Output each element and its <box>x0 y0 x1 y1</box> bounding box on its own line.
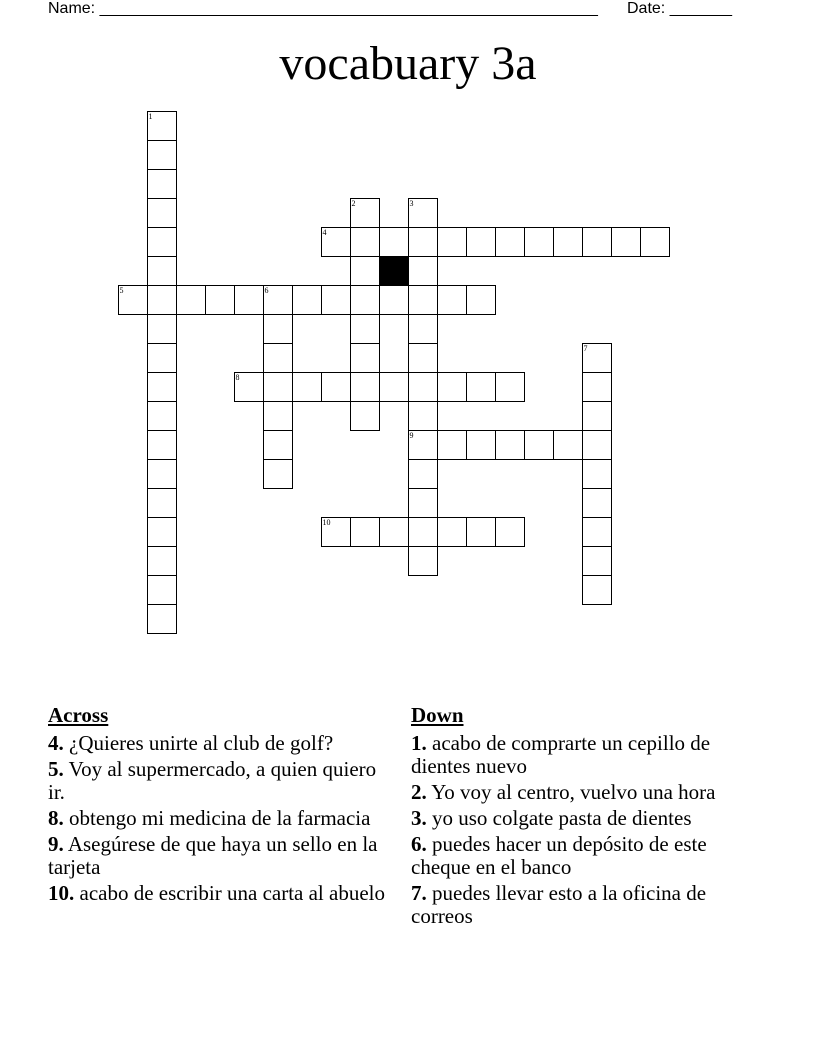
grid-cell[interactable] <box>321 285 351 315</box>
grid-cell[interactable] <box>263 459 293 489</box>
grid-cell[interactable] <box>263 430 293 460</box>
grid-cell[interactable] <box>350 517 380 547</box>
grid-cell[interactable] <box>147 401 177 431</box>
grid-cell[interactable] <box>408 285 438 315</box>
grid-cell[interactable] <box>147 604 177 634</box>
grid-cell[interactable] <box>263 314 293 344</box>
grid-cell[interactable] <box>582 372 612 402</box>
date-field-label: Date: _______ <box>627 0 732 17</box>
grid-cell[interactable] <box>292 285 322 315</box>
grid-cell[interactable] <box>292 372 322 402</box>
grid-cell[interactable] <box>408 517 438 547</box>
clue-down-2: 2. Yo voy al centro, vuelvo una hora <box>411 780 716 804</box>
grid-cell[interactable] <box>379 517 409 547</box>
grid-cell[interactable] <box>147 372 177 402</box>
clue-number: 8 <box>235 372 240 382</box>
grid-cell[interactable] <box>553 430 583 460</box>
grid-cell[interactable] <box>408 401 438 431</box>
page-title: vocabuary 3a <box>279 37 537 90</box>
grid-cell[interactable] <box>234 285 264 315</box>
grid-cell[interactable] <box>321 372 351 402</box>
blocked-cell <box>379 256 409 286</box>
clue-down-1: 1. acabo de comprarte un cepillo de dientes nuevo <box>411 731 711 778</box>
grid-cell[interactable] <box>379 372 409 402</box>
grid-cell[interactable] <box>640 227 670 257</box>
grid-cell[interactable] <box>408 488 438 518</box>
clue-number: 10 <box>322 517 331 527</box>
grid-cell[interactable] <box>350 198 380 228</box>
clue-number: 5 <box>119 285 124 295</box>
grid-cell[interactable] <box>495 430 525 460</box>
grid-cell[interactable] <box>234 372 264 402</box>
grid-cell[interactable] <box>495 372 525 402</box>
grid-cell[interactable] <box>437 227 467 257</box>
clue-number: 9 <box>409 430 414 440</box>
grid-cell[interactable] <box>379 227 409 257</box>
grid-cell[interactable] <box>408 227 438 257</box>
clue-across-4: 4. ¿Quieres unirte al club de golf? <box>48 731 334 755</box>
grid-cell[interactable] <box>611 227 641 257</box>
grid-cell[interactable] <box>437 372 467 402</box>
clue-number: 1 <box>148 111 153 121</box>
grid-cell[interactable] <box>466 227 496 257</box>
grid-cell[interactable] <box>379 285 409 315</box>
grid-cell[interactable] <box>263 285 293 315</box>
grid-cell[interactable] <box>350 227 380 257</box>
grid-cell[interactable] <box>147 285 177 315</box>
grid-cell[interactable] <box>147 227 177 257</box>
grid-cell[interactable] <box>408 343 438 373</box>
grid-cell[interactable] <box>350 285 380 315</box>
grid-cell[interactable] <box>466 372 496 402</box>
grid-cell[interactable] <box>147 459 177 489</box>
grid-cell[interactable] <box>147 517 177 547</box>
grid-cell[interactable] <box>582 227 612 257</box>
grid-cell[interactable] <box>118 285 148 315</box>
grid-cell[interactable] <box>408 198 438 228</box>
grid-cell[interactable] <box>205 285 235 315</box>
grid-cell[interactable] <box>408 430 438 460</box>
clue-down-3: 3. yo uso colgate pasta de dientes <box>411 806 692 830</box>
grid-cell[interactable] <box>582 546 612 576</box>
grid-cell[interactable] <box>408 459 438 489</box>
grid-cell[interactable] <box>582 517 612 547</box>
grid-cell[interactable] <box>147 546 177 576</box>
grid-cell[interactable] <box>350 372 380 402</box>
grid-cell[interactable] <box>437 430 467 460</box>
clue-number: 4 <box>322 227 327 237</box>
grid-cell[interactable] <box>147 140 177 170</box>
grid-cell[interactable] <box>582 459 612 489</box>
clue-down-6: 6. puedes hacer un depósito de este cheque en el banco <box>411 832 707 879</box>
down-clues <box>411 703 751 931</box>
grid-cell[interactable] <box>321 227 351 257</box>
grid-cell[interactable] <box>495 517 525 547</box>
clue-across-5: 5. Voy al supermercado, a quien quiero ir. <box>48 757 377 804</box>
clue-number: 7 <box>583 343 588 353</box>
grid-cell[interactable] <box>263 372 293 402</box>
grid-cell[interactable] <box>408 314 438 344</box>
grid-cell[interactable] <box>350 314 380 344</box>
grid-cell[interactable] <box>147 169 177 199</box>
grid-cell[interactable] <box>466 430 496 460</box>
grid-cell[interactable] <box>147 256 177 286</box>
grid-cell[interactable] <box>321 517 351 547</box>
grid-cell[interactable] <box>263 401 293 431</box>
grid-cell[interactable] <box>524 227 554 257</box>
grid-cell[interactable] <box>147 575 177 605</box>
grid-cell[interactable] <box>437 285 467 315</box>
grid-cell[interactable] <box>582 343 612 373</box>
grid-cell[interactable] <box>147 488 177 518</box>
grid-cell[interactable] <box>582 488 612 518</box>
down-heading: Down <box>411 703 464 727</box>
grid-cell[interactable] <box>350 401 380 431</box>
across-clues <box>48 703 388 908</box>
grid-cell[interactable] <box>147 111 177 141</box>
grid-cell[interactable] <box>263 343 293 373</box>
grid-cell[interactable] <box>495 227 525 257</box>
grid-cell[interactable] <box>350 256 380 286</box>
grid-cell[interactable] <box>582 575 612 605</box>
grid-cell[interactable] <box>147 314 177 344</box>
grid-cell[interactable] <box>408 546 438 576</box>
grid-cell[interactable] <box>466 517 496 547</box>
grid-cell[interactable] <box>350 343 380 373</box>
clue-down-7: 7. puedes llevar esto a la oficina de correos <box>411 881 707 928</box>
grid-cell[interactable] <box>408 256 438 286</box>
grid-cell[interactable] <box>147 198 177 228</box>
clue-number: 2 <box>351 198 356 208</box>
grid-cell[interactable] <box>147 430 177 460</box>
across-heading: Across <box>48 703 109 727</box>
grid-cell[interactable] <box>466 285 496 315</box>
clue-number: 3 <box>409 198 414 208</box>
grid-cell[interactable] <box>553 227 583 257</box>
grid-cell[interactable] <box>176 285 206 315</box>
grid-cell[interactable] <box>582 401 612 431</box>
grid-cell[interactable] <box>147 343 177 373</box>
clue-across-10: 10. acabo de escribir una carta al abuelo <box>48 881 385 905</box>
clue-across-8: 8. obtengo mi medicina de la farmacia <box>48 806 371 830</box>
grid-cell[interactable] <box>437 517 467 547</box>
name-field-label: Name: ________________________________________________________ <box>48 0 598 17</box>
clue-across-9: 9. Asegúrese de que haya un sello en la tarjeta <box>48 832 378 879</box>
clue-number: 6 <box>264 285 269 295</box>
grid-cell[interactable] <box>524 430 554 460</box>
grid-cell[interactable] <box>408 372 438 402</box>
grid-cell[interactable] <box>582 430 612 460</box>
